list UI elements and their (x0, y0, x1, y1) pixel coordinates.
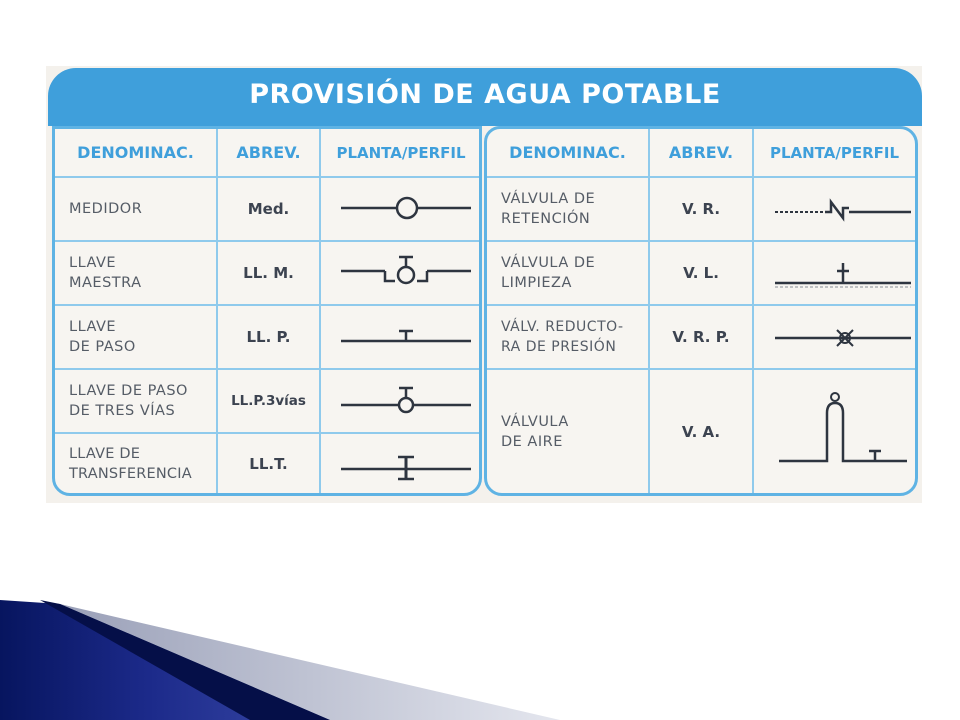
row-name-valvula-limpieza: VÁLVULA DE LIMPIEZA (501, 255, 596, 291)
right-table (484, 126, 918, 496)
row-name-valvula-retencion: VÁLVULA DE RETENCIÓN (501, 191, 596, 227)
left-table (52, 126, 482, 496)
header-denominacion: DENOMINAC. (77, 143, 194, 162)
slide-decoration-wedge (0, 600, 960, 720)
row-abbr-valvula-limpieza: V. L. (683, 264, 719, 282)
row-name-medidor: MEDIDOR (69, 201, 143, 217)
column-divider (319, 129, 321, 493)
llave-paso-symbol (341, 321, 471, 351)
row-abbr-valvula-aire: V. A. (681, 423, 721, 441)
title-banner (48, 68, 922, 126)
llave-maestra-symbol (341, 251, 471, 295)
valvula-limpieza-symbol (775, 257, 911, 291)
llave-transferencia-symbol (341, 449, 471, 483)
column-divider (752, 129, 754, 493)
row-name-llave-paso: LLAVE DE PASO (69, 319, 136, 355)
row-name-valvula-aire: VÁLVULA DE AIRE (501, 414, 569, 450)
valvula-retencion-symbol (775, 194, 911, 224)
row-abbr-llave-tres-vias: LL.P.3vías (231, 393, 306, 409)
row-abbr-valvula-reductora: V. R. P. (672, 328, 730, 346)
row-abbr-llave-paso: LL. P. (246, 328, 291, 346)
row-abbr-medidor: Med. (247, 200, 290, 218)
valvula-aire-symbol (775, 387, 911, 467)
row-name-llave-maestra: LLAVE MAESTRA (69, 255, 142, 291)
medidor-symbol (341, 193, 471, 223)
row-name-valvula-reductora: VÁLV. REDUCTO- RA DE PRESIÓN (501, 319, 624, 355)
row-abbr-valvula-retencion: V. R. (681, 200, 721, 218)
header-planta-perfil: PLANTA/PERFIL (336, 143, 466, 162)
llave-tres-vias-symbol (341, 381, 471, 421)
header-abreviatura: ABREV. (236, 143, 301, 162)
row-name-llave-transferencia: LLAVE DE TRANSFERENCIA (69, 446, 192, 482)
row-abbr-llave-maestra: LL. M. (243, 264, 294, 282)
valvula-reductora-symbol (775, 323, 911, 353)
page-title: PROVISIÓN DE AGUA POTABLE (249, 79, 721, 110)
header-planta-perfil-right: PLANTA/PERFIL (769, 143, 900, 162)
header-abreviatura-right: ABREV. (668, 143, 734, 162)
row-abbr-llave-transferencia: LL.T. (249, 455, 288, 473)
header-denominacion-right: DENOMINAC. (509, 143, 626, 162)
row-name-llave-tres-vias: LLAVE DE PASO DE TRES VÍAS (69, 383, 188, 419)
